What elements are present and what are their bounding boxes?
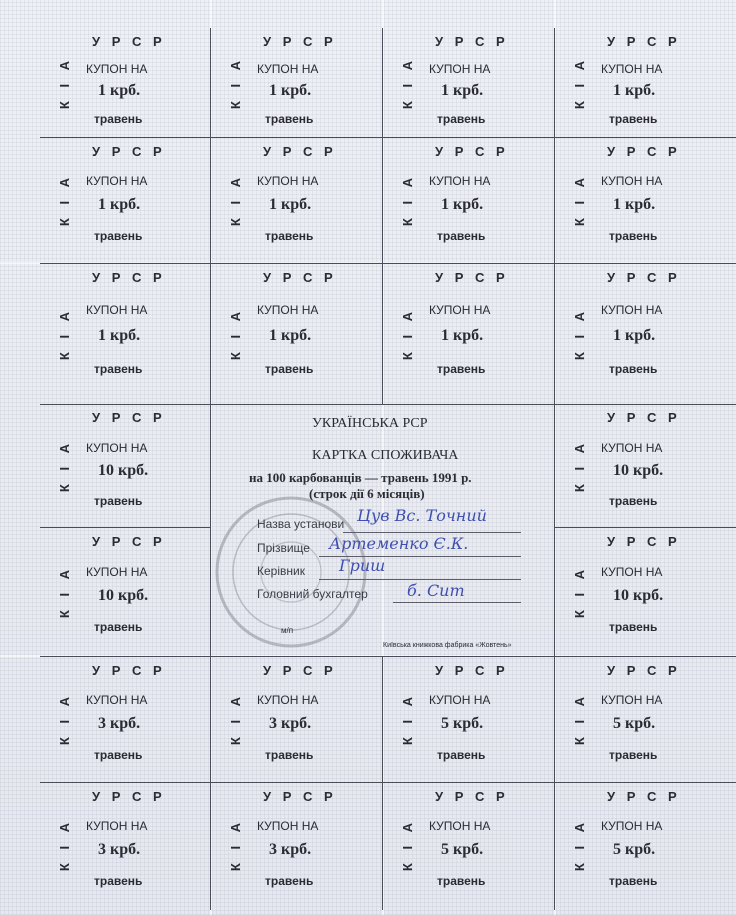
coupon-amount: 1 крб. <box>613 327 656 344</box>
coupon <box>40 527 210 656</box>
coupon-amount: 1 крб. <box>613 196 656 213</box>
coupon-amount: 1 крб. <box>98 327 141 344</box>
coupon <box>40 263 210 404</box>
coupon-label: КУПОН НА <box>257 62 319 76</box>
coupon-amount: 5 крб. <box>441 841 484 858</box>
coupon-city: К І А <box>228 55 244 110</box>
coupon-label: КУПОН НА <box>86 174 148 188</box>
coupon-header: У Р С Р <box>92 410 166 425</box>
coupon-amount: 1 крб. <box>441 196 484 213</box>
coupon-header: У Р С Р <box>263 144 337 159</box>
coupon-header: У Р С Р <box>435 789 509 804</box>
coupon-city: К І А <box>400 172 416 227</box>
coupon-amount: 10 крб. <box>98 462 149 479</box>
coupon <box>40 28 210 137</box>
coupon-label: КУПОН НА <box>86 565 148 579</box>
coupon-month: травень <box>609 112 658 126</box>
coupon-label: КУПОН НА <box>601 303 663 317</box>
coupon-header: У Р С Р <box>263 789 337 804</box>
coupon-header: У Р С Р <box>607 410 681 425</box>
coupon-amount: 1 крб. <box>98 196 141 213</box>
coupon-month: травень <box>265 229 314 243</box>
field-institution-label: Назва установи <box>257 517 345 531</box>
coupon-city: К І А <box>400 55 416 110</box>
coupon-label: КУПОН НА <box>429 62 491 76</box>
coupon-city: К І А <box>572 306 588 361</box>
coupon <box>555 782 725 908</box>
coupon-header: У Р С Р <box>435 144 509 159</box>
consumer-card <box>211 404 554 656</box>
coupon-amount: 1 крб. <box>441 82 484 99</box>
coupon <box>555 263 725 404</box>
coupon-label: КУПОН НА <box>86 303 148 317</box>
coupon-header: У Р С Р <box>435 34 509 49</box>
coupon-city: К І А <box>228 817 244 872</box>
card-title: УКРАЇНСЬКА РСР <box>312 416 428 431</box>
coupon-label: КУПОН НА <box>257 174 319 188</box>
coupon-amount: 10 крб. <box>613 587 664 604</box>
coupon-amount: 1 крб. <box>269 196 312 213</box>
coupon-city: К І А <box>400 306 416 361</box>
coupon-header: У Р С Р <box>92 144 166 159</box>
coupon-month: травень <box>609 620 658 634</box>
coupon-month: травень <box>265 748 314 762</box>
field-head-value: Гриш <box>339 556 386 575</box>
coupon-header: У Р С Р <box>607 789 681 804</box>
coupon-amount: 5 крб. <box>613 715 656 732</box>
coupon-city: К І А <box>228 691 244 746</box>
coupon-month: травень <box>609 362 658 376</box>
coupon <box>40 656 210 782</box>
card-validity: (строк дії 6 місяців) <box>309 486 425 501</box>
coupon <box>40 137 210 263</box>
coupon-month: травень <box>94 229 143 243</box>
coupon <box>555 527 725 656</box>
coupon-label: КУПОН НА <box>257 819 319 833</box>
coupon-month: травень <box>265 362 314 376</box>
coupon-label: КУПОН НА <box>86 693 148 707</box>
coupon-header: У Р С Р <box>92 534 166 549</box>
coupon-header: У Р С Р <box>263 270 337 285</box>
coupon-amount: 3 крб. <box>98 715 141 732</box>
coupon-month: травень <box>94 620 143 634</box>
coupon-city: К І А <box>57 438 73 493</box>
field-surname-label: Прізвище <box>257 541 310 555</box>
coupon-label: КУПОН НА <box>257 303 319 317</box>
coupon-header: У Р С Р <box>607 34 681 49</box>
coupon <box>555 656 725 782</box>
coupon <box>40 404 210 527</box>
coupon-label: КУПОН НА <box>257 693 319 707</box>
coupon-city: К І А <box>57 306 73 361</box>
coupon-label: КУПОН НА <box>601 565 663 579</box>
coupon-label: КУПОН НА <box>429 174 491 188</box>
coupon <box>211 137 382 263</box>
field-institution-value: Цув Вс. Точний <box>357 506 487 525</box>
coupon-month: травень <box>437 874 486 888</box>
printer-imprint: Київська книжкова фабрика «Жовтень» <box>383 642 512 649</box>
coupon <box>40 782 210 908</box>
coupon-amount: 3 крб. <box>98 841 141 858</box>
coupon-month: травень <box>94 748 143 762</box>
coupon <box>211 263 382 404</box>
coupon-amount: 3 крб. <box>269 841 312 858</box>
stamp-place-label: м/п <box>281 626 294 635</box>
coupon-header: У Р С Р <box>435 270 509 285</box>
coupon-month: травень <box>437 362 486 376</box>
coupon-header: У Р С Р <box>607 663 681 678</box>
coupon-amount: 5 крб. <box>613 841 656 858</box>
coupon-month: травень <box>609 494 658 508</box>
coupon-amount: 5 крб. <box>441 715 484 732</box>
coupon <box>555 404 725 527</box>
coupon-header: У Р С Р <box>607 144 681 159</box>
coupon <box>383 28 554 137</box>
coupon-header: У Р С Р <box>263 34 337 49</box>
coupon <box>383 137 554 263</box>
coupon-city: К І А <box>400 691 416 746</box>
coupon-city: К І А <box>572 691 588 746</box>
coupon-city: К І А <box>57 172 73 227</box>
coupon <box>211 782 382 908</box>
coupon-city: К І А <box>57 691 73 746</box>
coupon-label: КУПОН НА <box>601 819 663 833</box>
coupon-month: травень <box>609 748 658 762</box>
coupon <box>211 28 382 137</box>
coupon-amount: 1 крб. <box>269 82 312 99</box>
coupon-month: травень <box>437 229 486 243</box>
coupon-label: КУПОН НА <box>86 819 148 833</box>
coupon <box>383 263 554 404</box>
coupon-label: КУПОН НА <box>429 819 491 833</box>
coupon-month: травень <box>94 494 143 508</box>
coupon-city: К І А <box>57 55 73 110</box>
coupon-amount: 1 крб. <box>441 327 484 344</box>
coupon-label: КУПОН НА <box>429 693 491 707</box>
coupon-amount: 1 крб. <box>269 327 312 344</box>
coupon-month: травень <box>94 874 143 888</box>
coupon-header: У Р С Р <box>263 663 337 678</box>
coupon-label: КУПОН НА <box>601 62 663 76</box>
coupon-city: К І А <box>57 564 73 619</box>
coupon-header: У Р С Р <box>92 663 166 678</box>
coupon-amount: 10 крб. <box>613 462 664 479</box>
coupon <box>555 28 725 137</box>
field-head-label: Керівник <box>257 564 305 578</box>
coupon-city: К І А <box>572 817 588 872</box>
coupon-amount: 1 крб. <box>98 82 141 99</box>
coupon <box>383 782 554 908</box>
coupon-header: У Р С Р <box>607 270 681 285</box>
coupon-month: травень <box>437 112 486 126</box>
field-accountant-label: Головний бухгалтер <box>257 587 368 601</box>
coupon-month: травень <box>609 874 658 888</box>
coupon-amount: 1 крб. <box>613 82 656 99</box>
coupon-city: К І А <box>400 817 416 872</box>
coupon <box>383 656 554 782</box>
coupon-month: травень <box>265 874 314 888</box>
coupon-city: К І А <box>228 306 244 361</box>
coupon <box>555 137 725 263</box>
card-name: КАРТКА СПОЖИВАЧА <box>312 448 459 463</box>
coupon-city: К І А <box>572 438 588 493</box>
field-accountant-value: б. Сит <box>407 581 465 600</box>
coupon-month: травень <box>437 748 486 762</box>
coupon-label: КУПОН НА <box>601 693 663 707</box>
coupon-amount: 3 крб. <box>269 715 312 732</box>
coupon-header: У Р С Р <box>92 270 166 285</box>
coupon-city: К І А <box>572 172 588 227</box>
coupon-city: К І А <box>572 55 588 110</box>
card-subtitle: на 100 карбованців — травень 1991 р. <box>249 470 472 485</box>
coupon-header: У Р С Р <box>92 34 166 49</box>
coupon-label: КУПОН НА <box>601 174 663 188</box>
field-surname-value: Артеменко Є.К. <box>329 534 469 553</box>
coupon-month: травень <box>94 362 143 376</box>
coupon-month: травень <box>94 112 143 126</box>
coupon-city: К І А <box>228 172 244 227</box>
coupon-label: КУПОН НА <box>86 62 148 76</box>
coupon-header: У Р С Р <box>92 789 166 804</box>
coupon-label: КУПОН НА <box>86 441 148 455</box>
coupon-header: У Р С Р <box>607 534 681 549</box>
coupon <box>211 656 382 782</box>
coupon-header: У Р С Р <box>435 663 509 678</box>
coupon-city: К І А <box>572 564 588 619</box>
coupon-amount: 10 крб. <box>98 587 149 604</box>
coupon-label: КУПОН НА <box>429 303 491 317</box>
coupon-city: К І А <box>57 817 73 872</box>
coupon-month: травень <box>265 112 314 126</box>
coupon-label: КУПОН НА <box>601 441 663 455</box>
coupon-month: травень <box>609 229 658 243</box>
